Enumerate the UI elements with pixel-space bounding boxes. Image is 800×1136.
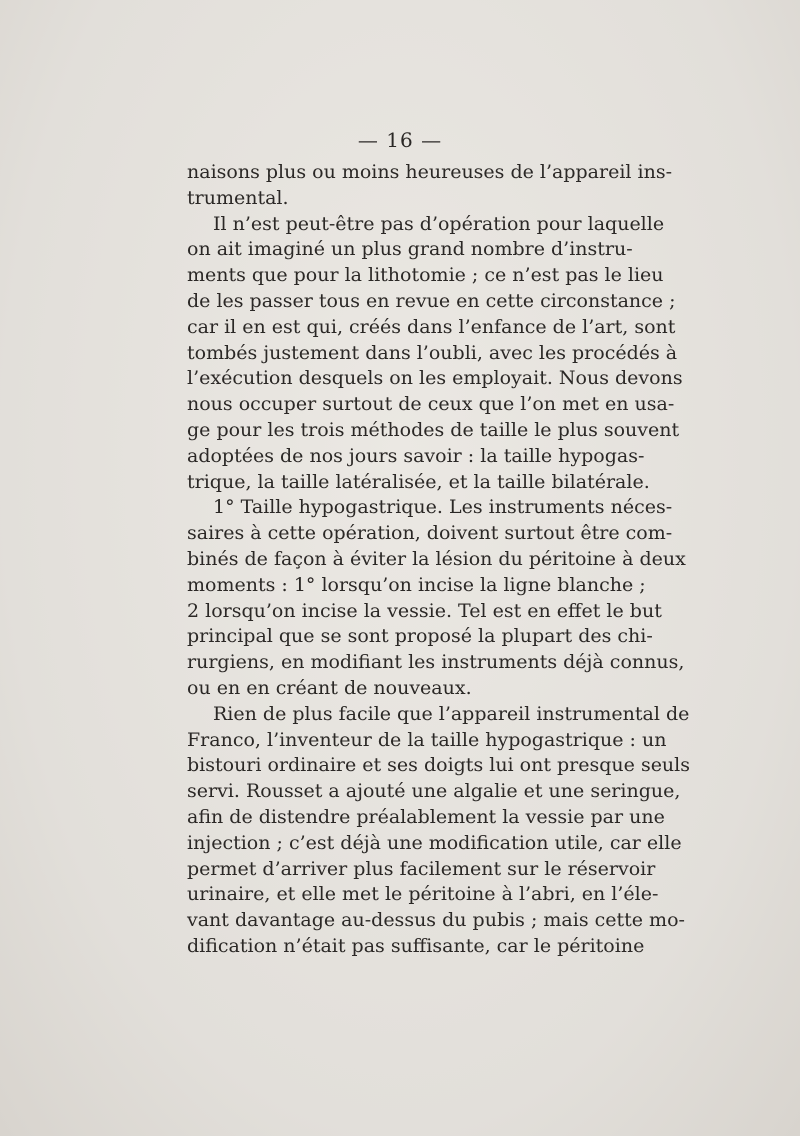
text-line: servi. Rousset a ajouté une algalie et une seringue, [187, 780, 681, 803]
text-line: de les passer tous en revue en cette circonstance ; [187, 289, 676, 312]
paragraph-3 [187, 495, 686, 701]
text-line: injection ; c’est déjà une modification utile, car elle [187, 831, 682, 854]
text-line: car il en est qui, créés dans l’enfance de l’art, sont [187, 315, 676, 338]
text-line: trique, la taille latéralisée, et la taille bilatérale. [187, 470, 650, 493]
text-line: bistouri ordinaire et ses doigts lui ont presque seuls [187, 754, 690, 777]
paragraph-4 [187, 702, 690, 960]
text-line: naisons plus ou moins heureuses de l’appareil ins- [187, 161, 673, 183]
text-line: binés de façon à éviter la lésion du péritoine à deux [187, 547, 686, 570]
text-line: principal que se sont proposé la plupart des chi- [187, 625, 653, 648]
body-text [187, 160, 690, 960]
text-line: ments que pour la lithotomie ; ce n’est pas le lieu [187, 264, 664, 287]
text-line: moments : 1° lorsqu’on incise la ligne blanche ; [187, 573, 646, 596]
page-number: — 16 — [357, 128, 443, 152]
text-line: tombés justement dans l’oubli, avec les procédés à [187, 341, 678, 364]
text-line: rurgiens, en modifiant les instruments déjà connus, [187, 651, 685, 674]
text-line: saires à cette opération, doivent surtout être com- [187, 522, 673, 545]
text-line: ou en en créant de nouveaux. [187, 676, 472, 699]
text-line: urinaire, et elle met le péritoine à l’abri, en l’éle- [187, 883, 659, 906]
paragraph-1 [187, 160, 673, 212]
text-line: adoptées de nos jours savoir : la taille hypogas- [187, 444, 645, 467]
text-line: on ait imaginé un plus grand nombre d’instru- [187, 238, 633, 261]
text-line: l’exécution desquels on les employait. Nous devons [187, 367, 683, 390]
text-line: Franco, l’inventeur de la taille hypogastrique : un [187, 728, 667, 751]
text-line: 2 lorsqu’on incise la vessie. Tel est en effet le but [187, 599, 662, 622]
paragraph-2 [187, 212, 683, 496]
text-line: Rien de plus facile que l’appareil instrumental de [213, 702, 690, 725]
text-line: dification n’était pas suffisante, car le péritoine [187, 934, 645, 957]
text-line: afin de distendre préalablement la vessie par une [187, 805, 665, 828]
text-line: trumental. [187, 186, 289, 209]
text-line: 1° Taille hypogastrique. Les instruments néces- [213, 496, 673, 519]
text-line: nous occuper surtout de ceux que l’on met en usa- [187, 393, 675, 416]
text-line: Il n’est peut-être pas d’opération pour laquelle [213, 212, 665, 235]
text-line: ge pour les trois méthodes de taille le plus souvent [187, 418, 680, 441]
text-line: vant davantage au-dessus du pubis ; mais cette mo- [187, 909, 685, 932]
text-line: permet d’arriver plus facilement sur le réservoir [187, 857, 656, 880]
